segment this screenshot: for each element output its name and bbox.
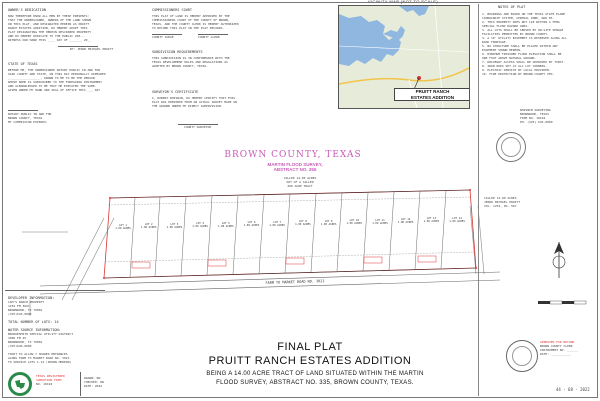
developer-info-header: DEVELOPER INFORMATION: bbox=[8, 296, 55, 300]
lot-name: LOT 6 bbox=[247, 221, 256, 225]
vicinity-map-title: VICINITY MAP (NOT TO SCALE) bbox=[367, 0, 439, 4]
total-lots: TOTAL NUMBER OF LOTS: 14 bbox=[8, 320, 59, 324]
notary-label-3: MY COMMISSION EXPIRES: bbox=[8, 120, 48, 124]
description-line1: BEING A 14.00 ACRE TRACT OF LAND SITUATED WITHIN THE MARTIN bbox=[206, 371, 424, 377]
lot-area: 1.00 ACRES bbox=[295, 223, 311, 227]
lot-label bbox=[291, 220, 315, 226]
lot-area: 1.00 ACRES bbox=[166, 225, 183, 229]
clerk-label: COUNTY CLERK bbox=[198, 35, 220, 39]
lot-label bbox=[162, 223, 186, 229]
road-label: FARM TO MARKET ROAD NO. 3021 bbox=[265, 279, 325, 285]
lot-area: 1.00 ACRES bbox=[217, 224, 234, 228]
adjoiner-note: CALLED 14.00 ACRES JEROD MICHAEL PRUITT VOL. 1234, PG. 567 bbox=[484, 196, 521, 208]
revision-block: DRAWN: RW CHECKED: RW DATE: 2022 bbox=[84, 376, 104, 388]
right-notes-header: NOTES OF PLAT bbox=[498, 5, 526, 9]
judge-label: COUNTY JUDGE bbox=[152, 35, 174, 39]
lot-area: 1.00 ACRES bbox=[320, 222, 337, 226]
surveyor-text: I, ROBERT WHISNIN, DO HEREBY CERTIFY THAT THIS PLAT WAS PREPARED FROM AN ACTUAL SURVEY MADE ON THE GROUND UNDER MY DIRECT SUPERVISION. bbox=[152, 96, 237, 108]
lot-area: 1.00 ACRES bbox=[140, 226, 157, 230]
surveyor-header: SURVEYOR'S CERTIFICATE bbox=[152, 90, 199, 94]
reg-divider bbox=[80, 372, 81, 396]
lot-area: 1.00 ACRES bbox=[423, 220, 440, 224]
notary-label-2: BROWN COUNTY, TEXAS bbox=[8, 116, 43, 120]
lot-label bbox=[265, 221, 289, 227]
tract-note: CALLED 14.00 ACRES OUT OF A CALLED 200 ACRE TRACT bbox=[283, 176, 317, 188]
lot-area: 1.00 ACRES bbox=[269, 223, 285, 227]
left-info-divider bbox=[5, 290, 105, 291]
acknowledgement-block: BEFORE ME, THE UNDERSIGNED NOTARY PUBLIC IN AND FOR SAID COUNTY AND STATE, ON THIS DAY PERSONALLY APPEARED __________________, KNOWN TO ME TO BE THE PERSON WHOSE NAME IS SUBSCRIBED TO THE FOREGOING INSTRUMENT AND ACKNOWLEDGED TO ME THAT HE EXECUTED THE SAME. GIVEN UNDER MY HAND AND SEAL OF OFFICE THIS ___ DAY bbox=[8, 68, 106, 92]
lot-label bbox=[137, 223, 161, 229]
water-block: WATER SOURCE INFORMATION: BROOKESMITH SPECIAL UTILITY DISTRICT 1000 FM 45 BROWNWOOD, TX 76801 (325)646-0000 bbox=[8, 328, 128, 348]
callout-line2: ESTATES ADDITION bbox=[411, 94, 454, 100]
registration-block: TEXAS REGISTERED SURVEYING FIRM NO. 10194 bbox=[36, 374, 65, 386]
water-name: BROOKESMITH SPECIAL UTILITY DISTRICT bbox=[8, 332, 74, 337]
acknowledgement-header: STATE OF TEXAS bbox=[8, 62, 38, 66]
lot-area: 1.00 ACRES bbox=[115, 227, 131, 230]
approval-block: APPROVED FOR RECORD BROWN COUNTY CLERK INSTRUMENT NO. ______ DATE: ___________ bbox=[540, 340, 578, 356]
txdot-note: TXDOT TO ALLOW 7 SHARED ENTRANCES ALONG FARM TO MARKET ROAD NO. 3021 TO SERVICE LOTS 1-14 (SHOWN HEREON) bbox=[8, 352, 72, 364]
lot-label bbox=[111, 224, 135, 230]
lot-label bbox=[342, 219, 366, 225]
description-line2: FLOOD SURVEY, ABSTRACT NO. 335, BROWN COUNTY, TEXAS. bbox=[216, 380, 414, 386]
surveyor-firm-block: WHISNIN SURVEYING BROWNWOOD, TEXAS FIRM NO. 10194 PH. (325) 643-0000 bbox=[520, 108, 553, 124]
subdivision-text: THIS SUBDIVISION IS IN CONFORMANCE WITH THE TEXAS DEVELOPMENT RULES AND REGULATIONS AS ADOPTED BY BROWN COUNTY, TEXAS. bbox=[152, 56, 230, 68]
survey-label-line1: MARTIN FLOOD SURVEY, bbox=[267, 162, 323, 167]
developer-name: CAM'S RANCH PROPERTY bbox=[8, 300, 45, 305]
lot-name: LOT 4 bbox=[196, 222, 204, 226]
survey-label-line2: ABSTRACT NO. 355 bbox=[273, 167, 317, 172]
lot-name: LOT 12 bbox=[401, 217, 411, 221]
lot-name: LOT 11 bbox=[375, 218, 385, 222]
lot-label bbox=[368, 219, 392, 225]
lot-label bbox=[214, 222, 238, 228]
lot-name: LOT 13 bbox=[426, 217, 437, 221]
lot-name: LOT 3 bbox=[170, 222, 179, 226]
developer-block: DEVELOPER INFORMATION: CAM'S RANCH PROPERTY 1234 FM 3021 BROWNWOOD, TX 76801 (325)643-0000 bbox=[8, 296, 128, 316]
final-plat-label: FINAL PLAT bbox=[277, 341, 343, 353]
dedication-header: OWNER'S DEDICATION bbox=[8, 8, 46, 12]
lot-area: 1.00 ACRES bbox=[192, 225, 208, 229]
lot-label bbox=[419, 217, 443, 223]
subdivision-header: SUBDIVISION REQUIREMENTS bbox=[152, 50, 203, 54]
commissioner-header: COMMISSIONERS COURT bbox=[152, 8, 193, 12]
texas-seal-icon bbox=[8, 372, 32, 396]
lot-label bbox=[394, 218, 418, 224]
commissioner-text: THIS PLAT OF LAND IS HEREBY APPROVED BY THE COMMISSIONERS COURT OF THE COUNTY OF BROWN, TEXAS, AND THE COUNTY CLERK IS HEREBY AUTHORIZED TO RECORD THIS PLAT IN THE PLAT RECORDS. bbox=[152, 14, 239, 30]
lot-label bbox=[188, 222, 212, 228]
lot-name: LOT 9 bbox=[324, 219, 333, 223]
lot-name: LOT 5 bbox=[221, 221, 230, 225]
notary-label: NOTARY PUBLIC IN AND FOR bbox=[8, 112, 52, 116]
lot-area: 1.00 ACRES bbox=[397, 220, 414, 224]
dedication-text-block: NOW THEREFORE KNOW ALL MEN BY THESE PRESENTS: THAT THE UNDERSIGNED, OWNERS OF THE LAND SHOWN ON THIS PLAT, AND DESIGNATED HEREIN AS PRUITT RANCH ESTATES ADDITION, DO HEREBY ADOPT THIS PLAT DESIGNATING THE HEREIN DESCRIBED PROPERTY AND DO HEREBY DEDICATE TO THE PUBLIC USE... WITNESS OUR HAND THIS ____ DAY OF ______, 20__ bbox=[8, 14, 92, 42]
lot-label bbox=[240, 221, 264, 227]
lot-name: LOT 7 bbox=[273, 220, 282, 224]
lot-name: LOT 10 bbox=[349, 219, 359, 223]
surveyor-sig-label: COUNTY SURVEYOR bbox=[184, 125, 212, 129]
lot-area: 1.00 ACRES bbox=[449, 219, 465, 223]
callout-line1: PRUITT RANCH bbox=[415, 89, 450, 94]
lot-area: 1.00 ACRES bbox=[346, 222, 363, 226]
lot-area: 1.00 ACRES bbox=[243, 224, 260, 228]
lot-area: 1.00 ACRES bbox=[372, 221, 388, 225]
lot-name: LOT 2 bbox=[144, 223, 153, 227]
plat-description bbox=[170, 370, 460, 388]
sheet-number: 44 - 68 - 2022 bbox=[556, 387, 590, 392]
right-notes-text: 1. BEARINGS ARE BASED ON THE TEXAS STATE PLANE COORDINATE SYSTEM, CENTRAL ZONE, NAD 83. 2. THIS PROPERTY DOES NOT LIE WITHIN A FEMA SPECIAL FLOOD HAZARD AREA. 3. ALL LOTS SHALL BE SERVED BY ON-SITE SEWAGE FACILITIES PERMITTED BY BROWN COUNTY. 4. A 10' UTILITY EASEMENT IS RESERVED ALONG ALL ROAD FRONTAGE. 5. NO STRUCTURE SHALL BE PLACED WITHIN ANY EASEMENT SHOWN HEREON. 6. MINIMUM FINISHED FLOOR ELEVATION SHALL BE ONE FOOT ABOVE NATURAL GROUND. 7. DRIVEWAY ACCESS SHALL BE APPROVED BY TXDOT. 8. IRON RODS SET AT ALL LOT CORNERS. 9. ELECTRIC SERVICE BY LOCAL PROVIDER. 10. FIRE PROTECTION BY BROWN COUNTY VFD. bbox=[482, 12, 567, 76]
owner-signature-label: BY: JEROD MICHAEL PRUITT bbox=[70, 47, 114, 51]
lot-name: LOT 8 bbox=[298, 220, 307, 224]
final-plat-title bbox=[170, 340, 450, 368]
water-header: WATER SOURCE INFORMATION: bbox=[8, 328, 61, 332]
lot-name: LOT 1 bbox=[119, 224, 127, 227]
lot-label bbox=[445, 217, 469, 223]
county-title: BROWN COUNTY, TEXAS bbox=[224, 150, 362, 160]
lot-name: LOT 14 bbox=[452, 216, 462, 220]
lot-label bbox=[317, 220, 341, 226]
addition-name: PRUITT RANCH ESTATES ADDITION bbox=[208, 355, 412, 367]
